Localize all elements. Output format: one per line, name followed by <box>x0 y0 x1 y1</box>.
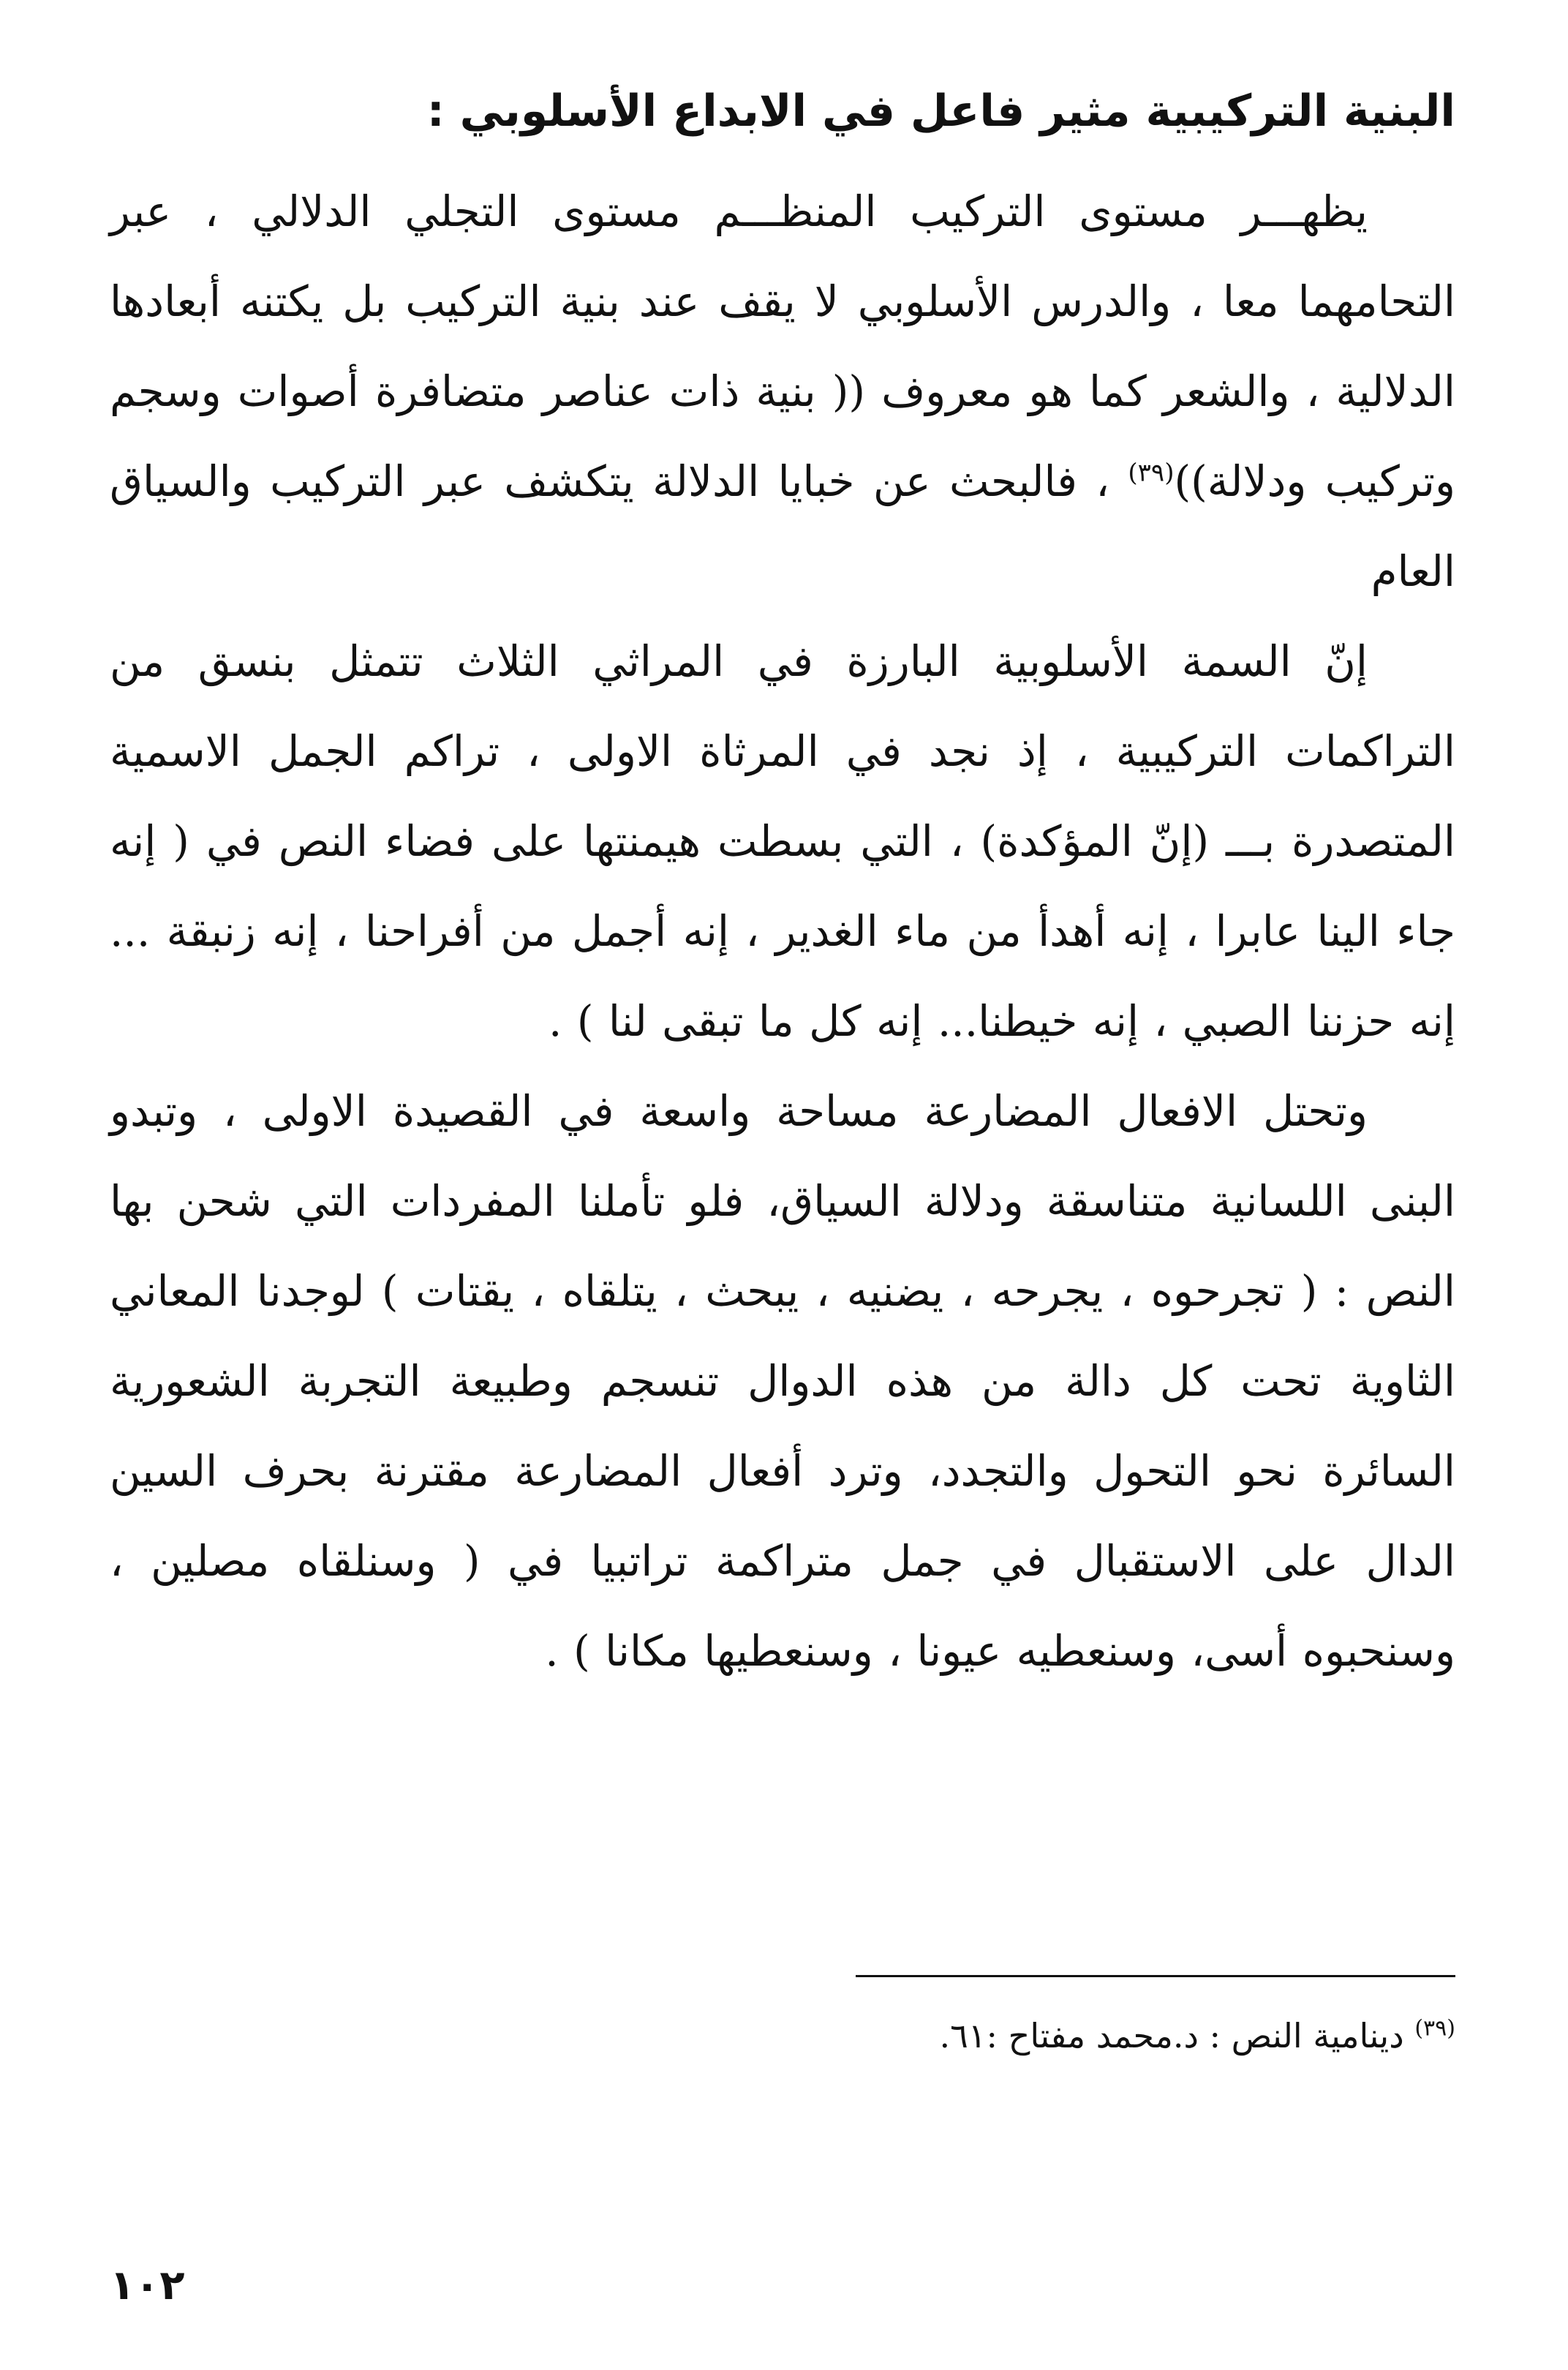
paragraph-2-text: إنّ السمة الأسلوبية البارزة في المراثي الثلاث تتمثل بنسق من التراكمات التركيبية ، إذ نجد في المرثاة الاولى ، تراكم الجمل الاسمية المتصدرة بـــ (إنّ المؤكدة) ، التي بسطت هيمنتها على فضاء النص في ( إنه جاء الينا عابرا ، إنه أهدأ من ماء الغدير ، إنه أجمل من أفراحنا ، إنه زنبقة ... إنه حزننا الصبي ، إنه خيطنا... إنه كل ما تبقى لنا ) . <box>110 636 1455 1046</box>
footnote-text: دينامية النص : د.محمد مفتاح :٦١. <box>939 2016 1415 2055</box>
paragraph-3 <box>110 1066 1455 1696</box>
paragraph-1 <box>110 167 1455 617</box>
paragraph-3-text: وتحتل الافعال المضارعة مساحة واسعة في القصيدة الاولى ، وتبدو البنى اللسانية متناسقة ودلالة السياق، فلو تأملنا المفردات التي شحن بها النص : ( تجرحوه ، يجرحه ، يضنيه ، يبحث ، يتلقاه ، يقتات ) لوجدنا المعاني الثاوية تحت كل دالة من هذه الدوال تنسجم وطبيعة التجربة الشعورية السائرة نحو التحول والتجدد، وترد أفعال المضارعة مقترنة بحرف السين الدال على الاستقبال في جمل متراكمة تراتبيا في ( وسنلقاه مصلين ، وسنحبوه أسى، وسنعطيه عيونا ، وسنعطيها مكانا ) . <box>110 1086 1455 1676</box>
paragraph-1-text: يظهـــر مستوى التركيب المنظـــم مستوى التجلي الدلالي ، عبر التحامهما معا ، والدرس الأسلوبي لا يقف عند بنية التركيب بل يكتنه أبعادها الدلالية ، والشعر كما هو معروف (( بنية ذات عناصر متضافرة أصوات وسجم وتركيب ودلالة)) <box>110 187 1455 506</box>
footnote-reference: (٣٩) <box>1128 458 1175 488</box>
footnote <box>110 2010 1455 2061</box>
document-page <box>110 0 1455 2370</box>
footnote-divider <box>856 1975 1455 1977</box>
page-number: ١٠٢ <box>110 2262 185 2309</box>
paragraph-2 <box>110 617 1455 1066</box>
paragraph-1-text-after: ، فالبحث عن خبايا الدلالة يتكشف عبر التركيب والسياق العام <box>110 456 1455 596</box>
body-text <box>110 167 1455 1696</box>
section-heading: البنية التركيبية مثير فاعل في الابداع الأسلوبي : <box>426 86 1455 137</box>
footnote-marker: (٣٩) <box>1414 2015 1455 2042</box>
